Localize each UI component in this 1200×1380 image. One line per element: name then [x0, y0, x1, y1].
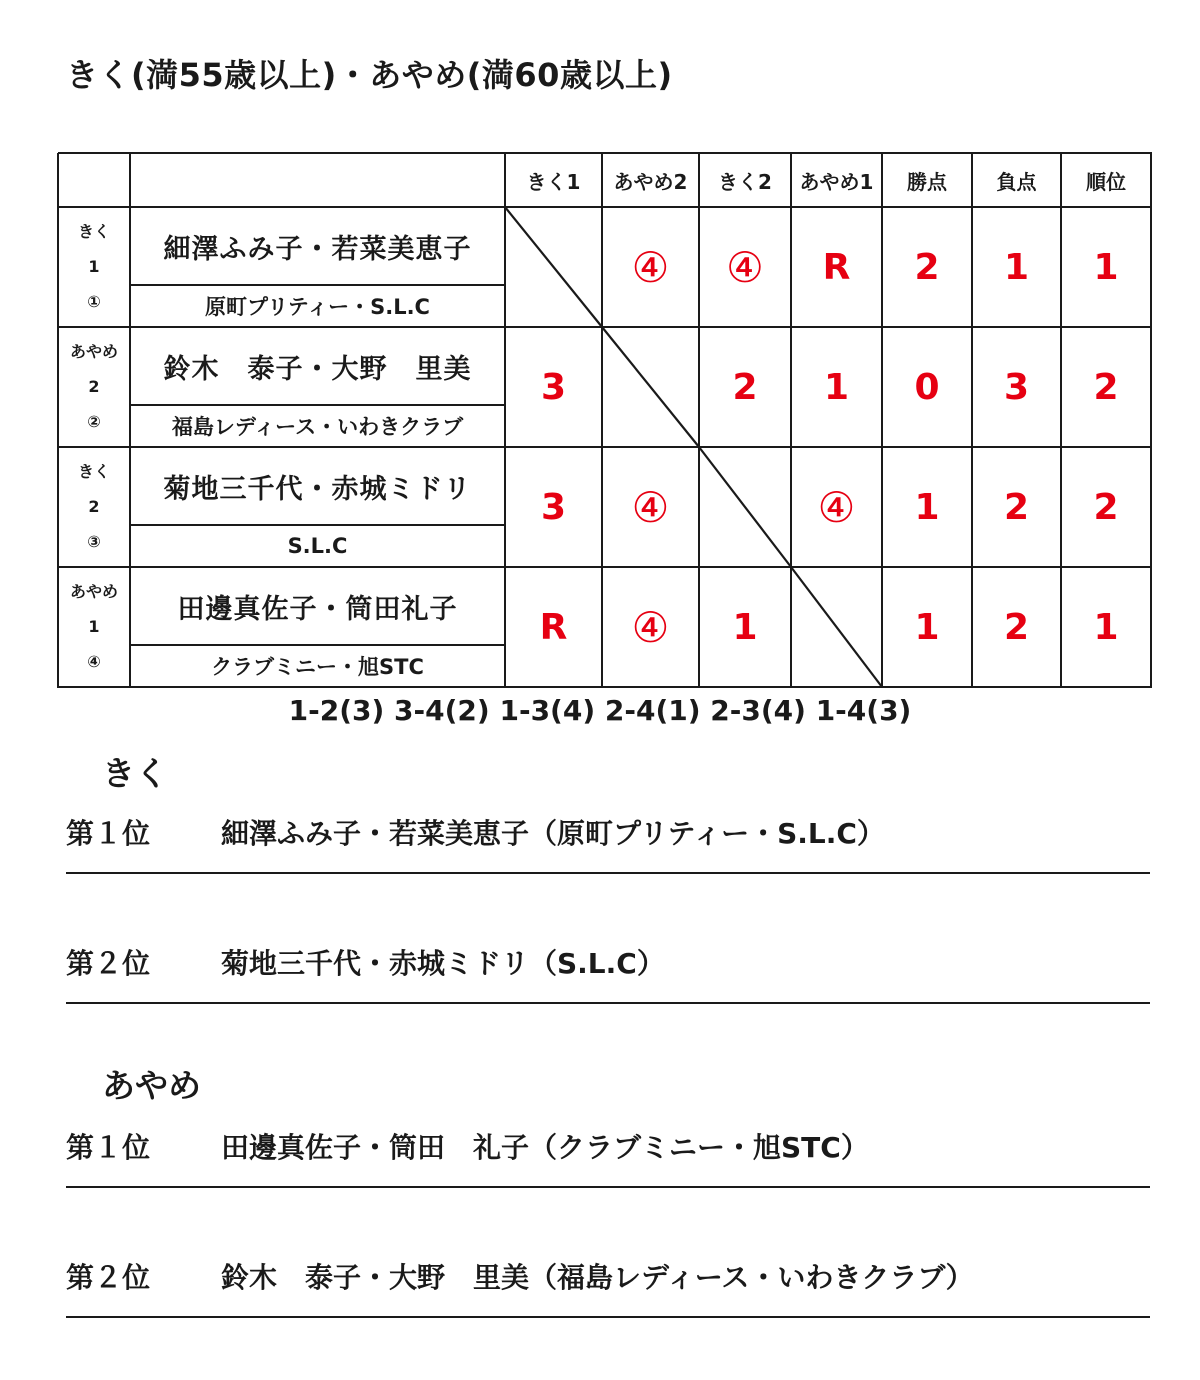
diagonal-segment: [699, 447, 791, 567]
column-header: きく2: [718, 169, 772, 194]
rank-value: 2: [1093, 486, 1119, 528]
entry-label-line: あやめ: [69, 342, 118, 362]
rank-value: 2: [1093, 366, 1119, 408]
entry-label-line: 1: [88, 616, 100, 636]
entry-label-line: あやめ: [69, 582, 118, 602]
rank-position: 第１位: [66, 1131, 151, 1164]
match-score: 3: [540, 486, 567, 528]
match-score: 2: [732, 366, 758, 408]
match-score: ④: [631, 602, 670, 652]
match-score: ④: [631, 482, 670, 532]
rank-value: 1: [1093, 246, 1119, 288]
wins-value: 1: [914, 486, 940, 528]
wins-value: 1: [914, 606, 940, 648]
entry-label-line: ①: [87, 291, 101, 311]
losses-value: 3: [1003, 366, 1030, 408]
rank-row: [66, 1256, 1150, 1318]
rank-position: 第２位: [66, 947, 151, 980]
rank-position: 第２位: [66, 1261, 151, 1294]
entry-label: [58, 335, 130, 439]
pair-names: 鈴木 泰子・大野 里美: [163, 353, 472, 385]
rank-value: 1: [1093, 606, 1119, 648]
match-score: 1: [732, 606, 758, 648]
pair-names: 菊地三千代・赤城ミドリ: [163, 473, 472, 505]
losses-value: 2: [1003, 486, 1030, 528]
match-score: R: [822, 246, 851, 288]
entry-label-line: 2: [88, 376, 100, 396]
entry-label-line: 2: [88, 496, 100, 516]
column-header: 順位: [1086, 169, 1126, 194]
entry-label-line: きく: [77, 222, 110, 242]
entry-label: [58, 575, 130, 679]
rank-name: 菊地三千代・赤城ミドリ（S.L.C）: [221, 947, 665, 980]
rank-row: [66, 1126, 1150, 1188]
rank-name: 細澤ふみ子・若菜美恵子（原町プリティー・S.L.C）: [221, 817, 885, 850]
diagonal-segment: [505, 207, 602, 327]
match-score: ④: [817, 482, 856, 532]
entry-label-line: 1: [88, 256, 100, 276]
column-header: きく1: [526, 169, 581, 194]
pair-clubs: クラブミニー・旭STC: [211, 655, 424, 679]
match-order: 1-2(3) 3-4(2) 1-3(4) 2-4(1) 2-3(4) 1-4(3): [288, 694, 912, 727]
match-score: ④: [726, 242, 764, 292]
rank-row: [66, 812, 1150, 874]
wins-value: 2: [914, 246, 940, 288]
rank-name: 鈴木 泰子・大野 里美（福島レディース・いわきクラブ）: [221, 1261, 974, 1294]
pair-names: 細澤ふみ子・若菜美恵子: [163, 233, 472, 265]
entry-label-line: ③: [87, 531, 101, 551]
column-header: あやめ2: [613, 169, 688, 194]
column-header: 負点: [996, 169, 1037, 194]
match-score: 3: [540, 366, 567, 408]
losses-value: 2: [1003, 606, 1030, 648]
column-header: 勝点: [907, 169, 947, 194]
section-heading-kiku: きく: [102, 754, 168, 793]
rank-name: 田邊真佐子・筒田 礼子（クラブミニー・旭STC）: [221, 1131, 869, 1164]
entry-label-line: ②: [87, 411, 101, 431]
entry-label-line: ④: [87, 651, 101, 671]
pair-clubs: 福島レディース・いわきクラブ: [171, 415, 464, 439]
match-score: R: [539, 606, 568, 648]
diagonal-segment: [791, 567, 882, 687]
rank-row: [66, 942, 1150, 1004]
pair-clubs: 原町プリティー・S.L.C: [205, 295, 430, 319]
entry-label-line: きく: [77, 462, 110, 482]
match-score: 1: [823, 366, 850, 408]
entry-label: [58, 215, 130, 319]
rank-position: 第１位: [66, 817, 151, 850]
page-title: きく(満55歳以上)・あやめ(満60歳以上): [66, 56, 673, 94]
losses-value: 1: [1003, 246, 1030, 288]
wins-value: 0: [914, 366, 940, 408]
column-header: あやめ1: [799, 169, 874, 194]
match-score: ④: [631, 242, 670, 292]
pair-clubs: S.L.C: [287, 534, 348, 558]
entry-label: [58, 455, 130, 559]
diagonal-segment: [602, 327, 699, 447]
pair-names: 田邊真佐子・筒田礼子: [177, 593, 458, 625]
section-heading-ayame: あやめ: [102, 1066, 201, 1105]
